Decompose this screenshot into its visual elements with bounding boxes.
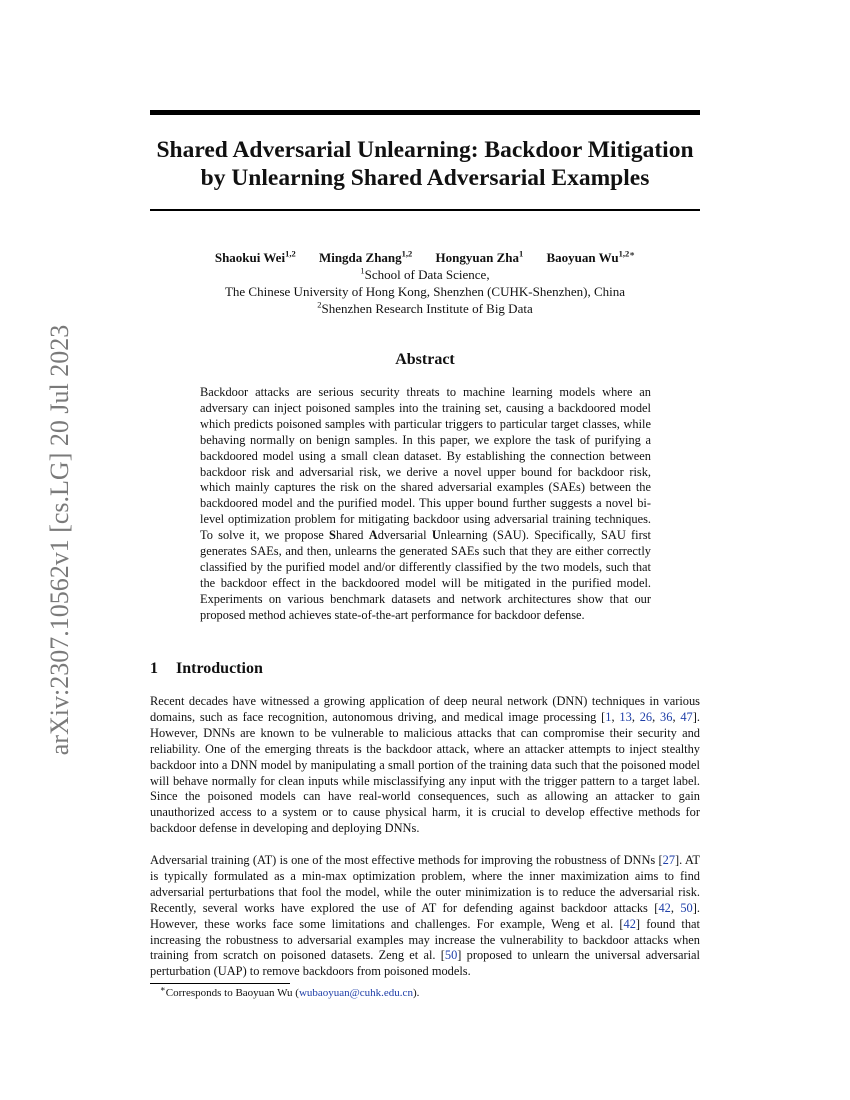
affiliation-line: $^1$School of Data Science, — [360, 265, 490, 282]
citation-link[interactable]: 50 — [680, 900, 693, 915]
citation-link[interactable]: 42 — [623, 916, 636, 931]
citation-link[interactable]: 27 — [662, 853, 676, 867]
intro-paragraph-1: Recent decades have witnessed a growing application of deep neural network (DNN) techniques in various domains, such as face recognition, autonomous driving, and medical image processing [1, 13, 26, 36, 47]. However, DNNs are known to be vulnerable to malicious attacks that can compromise their security and reliability. One of the emerging threats is the backdoor attack, where an attacker attempts to inject stealthy backdoor into a DNN model by manipulating a small portion of the training data such that the poisoned model will behave normally for clean inputs while misclassifying any input with the trigger pattern to a target label. Since the poisoned models can have real-world consequences, such as allowing an attacker to gain unauthorized access to a system or to cause physical harm, it is crucial to develop effective methods for backdoor defense in developing and deploying DNNs. — [150, 694, 700, 836]
intro-paragraph-2: Adversarial training (AT) is one of the most effective methods for improving the robustness of DNNs [27]. AT is typically formulated as a min-max optimization problem, where the inner maximization aims to find adversarial perturbations that fool the model, while the outer minimization is to reduce the adversarial risk. Recently, several works have explored the use of AT for defending against backdoor attacks [42, 50]. However, these works face some limitations and challenges. For example, Weng et al. [42] found that increasing the robustness to adversarial examples may increase the vulnerability to backdoor attacks when training from scratch on poisoned datasets. Zeng et al. [50] proposed to unlearn the universal adversarial perturbation (UAP) to remove backdoors from poisoned models. — [150, 853, 700, 979]
author: Mingda Zhang$^{1,2}$ — [318, 248, 413, 265]
title-rule-top — [150, 110, 700, 115]
author: Baoyuan $Wu^{1,2∗}$ — [546, 248, 636, 265]
citation-link[interactable]: 26 — [639, 709, 653, 724]
paper-title: Shared Adversarial Unlearning: Backdoor Mitigation by Unlearning Shared Adversarial Examples — [156, 137, 694, 191]
citation-link[interactable]: 13 — [619, 709, 632, 724]
citation-link[interactable]: 47 — [680, 709, 693, 724]
affiliation-line: $^2$Shenzhen Research Institute of Big Data — [317, 299, 533, 316]
citation-link[interactable]: 36 — [660, 709, 673, 724]
author: Hongyuan Zha$^1$ — [435, 248, 524, 265]
abstract-heading: Abstract — [395, 351, 455, 368]
citation-link[interactable]: 42 — [658, 900, 671, 915]
author-block — [150, 249, 700, 317]
footnote-rule — [150, 983, 290, 984]
affiliation-line: The Chinese University of Hong Kong, Shenzhen (CUHK-Shenzhen), China — [224, 284, 626, 299]
footnote: ∗Corresponds to Baoyuan Wu (wubaoyuan@cuhk.edu.cn). — [160, 983, 420, 999]
abstract-text: Backdoor attacks are serious security threats to machine learning models where an adversary can inject poisoned samples into the training set, causing a backdoored model which predicts poisoned samples with particular triggers to particular target classes, while behaving normally on benign samples. In this paper, we explore the task of purifying a backdoored model using a small clean dataset. By establishing the connection between backdoor risk and adversarial risk, we derive a novel upper bound for backdoor risk, which mainly captures the risk on the shared adversarial examples (SAEs) between the backdoored model and the purified model. This upper bound further suggests a novel bi-level optimization problem for mitigating backdoor using adversarial training techniques. To solve it, we propose Shared Adversarial Unlearning (SAU). Specifically, SAU first generates SAEs, and then, unlearns the generated SAEs such that they are either correctly classified by the purified model and/or differently classified by the two models, such that the backdoor effect in the backdoored model will be mitigated in the purified model. Experiments on various benchmark datasets and network architectures show that our proposed method achieves state-of-the-art performance for backdoor defense. — [200, 385, 651, 622]
citation-link[interactable]: 1 — [605, 709, 612, 724]
title-rule-bottom — [150, 209, 700, 211]
arxiv-stamp: arXiv:2307.10562v1 [cs.LG] 20 Jul 2023 — [45, 324, 74, 756]
author-names — [150, 249, 700, 266]
citation-link[interactable]: 50 — [444, 948, 458, 963]
author: Shaokui Wei$^{1,2}$ — [214, 248, 296, 265]
section-heading-introduction: 1 Introduction — [150, 660, 263, 677]
email-link[interactable]: wubaoyuan@cuhk.edu.cn — [298, 987, 413, 999]
